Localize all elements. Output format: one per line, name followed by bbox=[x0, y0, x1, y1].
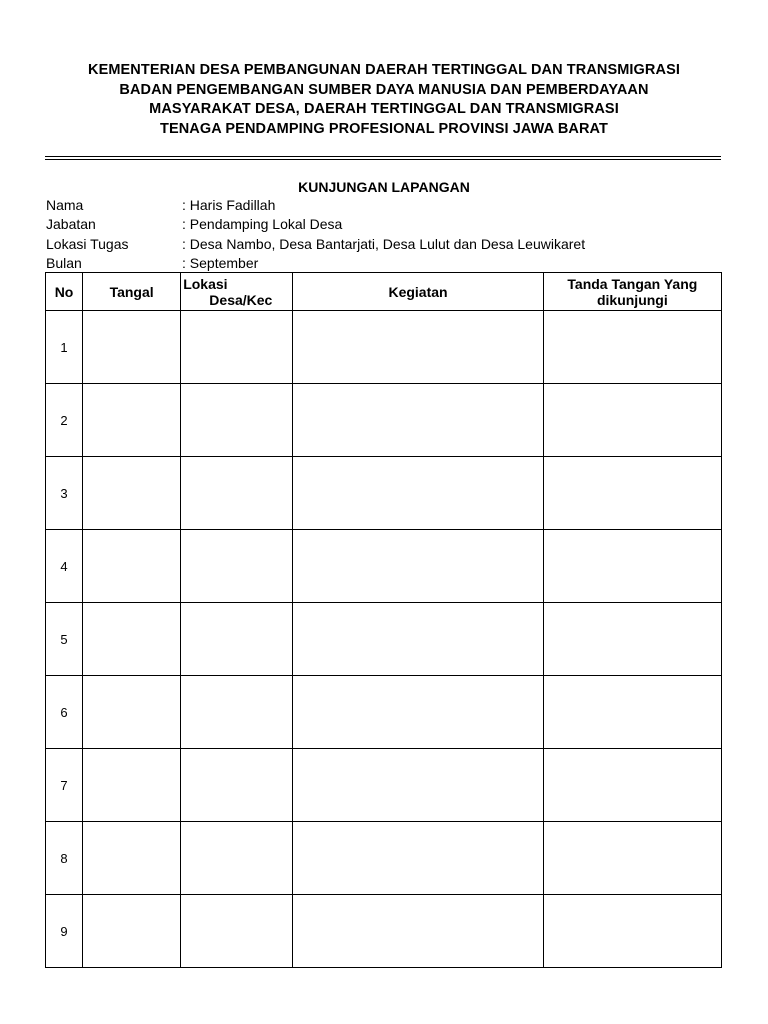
cell-lokasi[interactable] bbox=[181, 749, 293, 822]
cell-lokasi[interactable] bbox=[181, 384, 293, 457]
header-line-ministry: KEMENTERIAN DESA PEMBANGUNAN DAERAH TERTINGGAL DAN TRANSMIGRASI bbox=[88, 62, 680, 78]
info-value-bulan: : September bbox=[182, 255, 259, 272]
cell-tangal[interactable] bbox=[83, 530, 181, 603]
cell-kegiatan[interactable] bbox=[293, 895, 543, 968]
column-header-kegiatan: Kegiatan bbox=[293, 273, 543, 311]
cell-tangal[interactable] bbox=[83, 822, 181, 895]
cell-tangal[interactable] bbox=[83, 457, 181, 530]
cell-tangal[interactable] bbox=[83, 749, 181, 822]
cell-kegiatan[interactable] bbox=[293, 311, 543, 384]
cell-no: 5 bbox=[46, 603, 83, 676]
cell-kegiatan[interactable] bbox=[293, 384, 543, 457]
cell-kegiatan[interactable] bbox=[293, 457, 543, 530]
info-row-nama bbox=[46, 196, 585, 215]
header-line-agency: BADAN PENGEMBANGAN SUMBER DAYA MANUSIA DAN PEMBERDAYAAN bbox=[119, 81, 649, 98]
cell-no: 8 bbox=[46, 822, 83, 895]
cell-lokasi[interactable] bbox=[181, 530, 293, 603]
cell-no: 4 bbox=[46, 530, 83, 603]
cell-kegiatan[interactable] bbox=[293, 676, 543, 749]
info-block bbox=[46, 196, 585, 274]
info-value-lokasi-tugas: : Desa Nambo, Desa Bantarjati, Desa Lulut dan Desa Leuwikaret bbox=[182, 235, 586, 252]
column-header-tanda-tangan-line1: Tanda Tangan Yang bbox=[567, 275, 698, 292]
cell-tangal[interactable] bbox=[83, 676, 181, 749]
cell-tanda-tangan[interactable] bbox=[543, 530, 721, 603]
cell-lokasi[interactable] bbox=[181, 457, 293, 530]
info-value-jabatan: : Pendamping Lokal Desa bbox=[182, 216, 343, 233]
table-row bbox=[46, 676, 722, 749]
table-row bbox=[46, 457, 722, 530]
table-row bbox=[46, 822, 722, 895]
cell-no: 2 bbox=[46, 384, 83, 457]
cell-kegiatan[interactable] bbox=[293, 603, 543, 676]
header-divider-top bbox=[45, 156, 721, 157]
info-value-nama: : Haris Fadillah bbox=[182, 197, 276, 213]
cell-no: 1 bbox=[46, 311, 83, 384]
cell-tanda-tangan[interactable] bbox=[543, 822, 721, 895]
cell-tangal[interactable] bbox=[83, 384, 181, 457]
table-row bbox=[46, 530, 722, 603]
header-line-agency-cont: MASYARAKAT DESA, DAERAH TERTINGGAL DAN TRANSMIGRASI bbox=[149, 101, 619, 117]
visit-log-table bbox=[45, 272, 722, 968]
info-row-bulan bbox=[46, 254, 585, 273]
cell-lokasi[interactable] bbox=[181, 895, 293, 968]
info-label-bulan: Bulan bbox=[46, 255, 82, 272]
cell-kegiatan[interactable] bbox=[293, 822, 543, 895]
info-row-jabatan bbox=[46, 215, 585, 234]
cell-tangal[interactable] bbox=[83, 311, 181, 384]
header-line-province: TENAGA PENDAMPING PROFESIONAL PROVINSI JAWA BARAT bbox=[160, 120, 608, 137]
cell-no: 6 bbox=[46, 676, 83, 749]
cell-no: 9 bbox=[46, 895, 83, 968]
cell-no: 7 bbox=[46, 749, 83, 822]
column-header-tanda-tangan bbox=[543, 273, 721, 311]
cell-tanda-tangan[interactable] bbox=[543, 384, 721, 457]
cell-tanda-tangan[interactable] bbox=[543, 603, 721, 676]
cell-tangal[interactable] bbox=[83, 895, 181, 968]
column-header-lokasi-line1: Lokasi bbox=[183, 275, 228, 292]
table-row bbox=[46, 311, 722, 384]
column-header-tangal: Tangal bbox=[83, 273, 181, 311]
column-header-tanda-tangan-line2: dikunjungi bbox=[596, 291, 668, 308]
column-header-lokasi-line2: Desa/Kec bbox=[209, 291, 273, 308]
table-row bbox=[46, 895, 722, 968]
table-row bbox=[46, 749, 722, 822]
document-title: KUNJUNGAN LAPANGAN bbox=[298, 179, 470, 195]
info-row-lokasi-tugas bbox=[46, 235, 585, 254]
info-label-jabatan: Jabatan bbox=[46, 216, 96, 233]
cell-kegiatan[interactable] bbox=[293, 749, 543, 822]
cell-tangal[interactable] bbox=[83, 603, 181, 676]
cell-lokasi[interactable] bbox=[181, 311, 293, 384]
cell-tanda-tangan[interactable] bbox=[543, 676, 721, 749]
cell-kegiatan[interactable] bbox=[293, 530, 543, 603]
cell-tanda-tangan[interactable] bbox=[543, 457, 721, 530]
header-divider-bottom bbox=[45, 159, 721, 160]
cell-lokasi[interactable] bbox=[181, 676, 293, 749]
column-header-no: No bbox=[46, 273, 83, 311]
cell-no: 3 bbox=[46, 457, 83, 530]
table-row bbox=[46, 384, 722, 457]
cell-lokasi[interactable] bbox=[181, 822, 293, 895]
cell-tanda-tangan[interactable] bbox=[543, 311, 721, 384]
info-label-nama: Nama bbox=[46, 197, 84, 213]
table-header-row bbox=[46, 273, 722, 311]
table-row bbox=[46, 603, 722, 676]
cell-tanda-tangan[interactable] bbox=[543, 749, 721, 822]
cell-lokasi[interactable] bbox=[181, 603, 293, 676]
document-header bbox=[0, 61, 768, 139]
cell-tanda-tangan[interactable] bbox=[543, 895, 721, 968]
column-header-lokasi bbox=[181, 273, 293, 311]
info-label-lokasi-tugas: Lokasi Tugas bbox=[46, 235, 129, 252]
